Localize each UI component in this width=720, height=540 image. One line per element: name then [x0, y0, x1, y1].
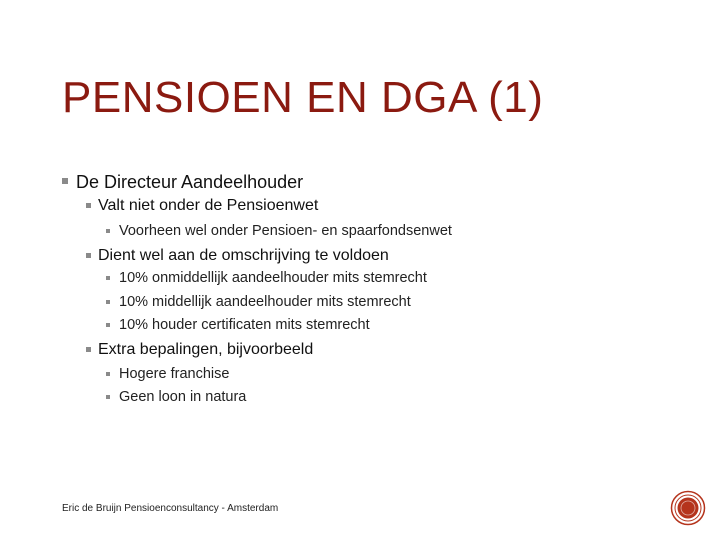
- slide-footer: Eric de Bruijn Pensioenconsultancy - Amsterdam: [62, 503, 279, 514]
- bullet-square-icon: [106, 300, 110, 304]
- bullet-square-icon: [106, 229, 110, 233]
- bullet-square-icon: [86, 203, 91, 208]
- bullet-square-icon: [86, 347, 91, 352]
- bullet-item: 10% houder certificaten mits stemrecht: [119, 317, 370, 333]
- bullet-square-icon: [106, 372, 110, 376]
- bullet-item: Extra bepalingen, bijvoorbeeld: [98, 341, 314, 358]
- bullet-square-icon: [62, 178, 68, 184]
- slide-title: PENSIOEN EN DGA (1): [62, 73, 544, 122]
- bullet-item: Valt niet onder de Pensioenwet: [98, 197, 319, 214]
- bullet-item: Hogere franchise: [119, 366, 230, 382]
- bullet-square-icon: [106, 276, 110, 280]
- circular-emblem-icon: [670, 490, 706, 526]
- bullet-item: 10% middellijk aandeelhouder mits stemrecht: [119, 294, 411, 310]
- bullet-item: De Directeur Aandeelhouder: [76, 172, 304, 192]
- bullet-square-icon: [86, 253, 91, 258]
- bullet-square-icon: [106, 323, 110, 327]
- bullet-square-icon: [106, 395, 110, 399]
- bullet-item: Dient wel aan de omschrijving te voldoen: [98, 247, 389, 264]
- bullet-item: Voorheen wel onder Pensioen- en spaarfondsenwet: [119, 223, 452, 239]
- bullet-item: 10% onmiddellijk aandeelhouder mits stemrecht: [119, 270, 427, 286]
- bullet-item: Geen loon in natura: [119, 389, 247, 405]
